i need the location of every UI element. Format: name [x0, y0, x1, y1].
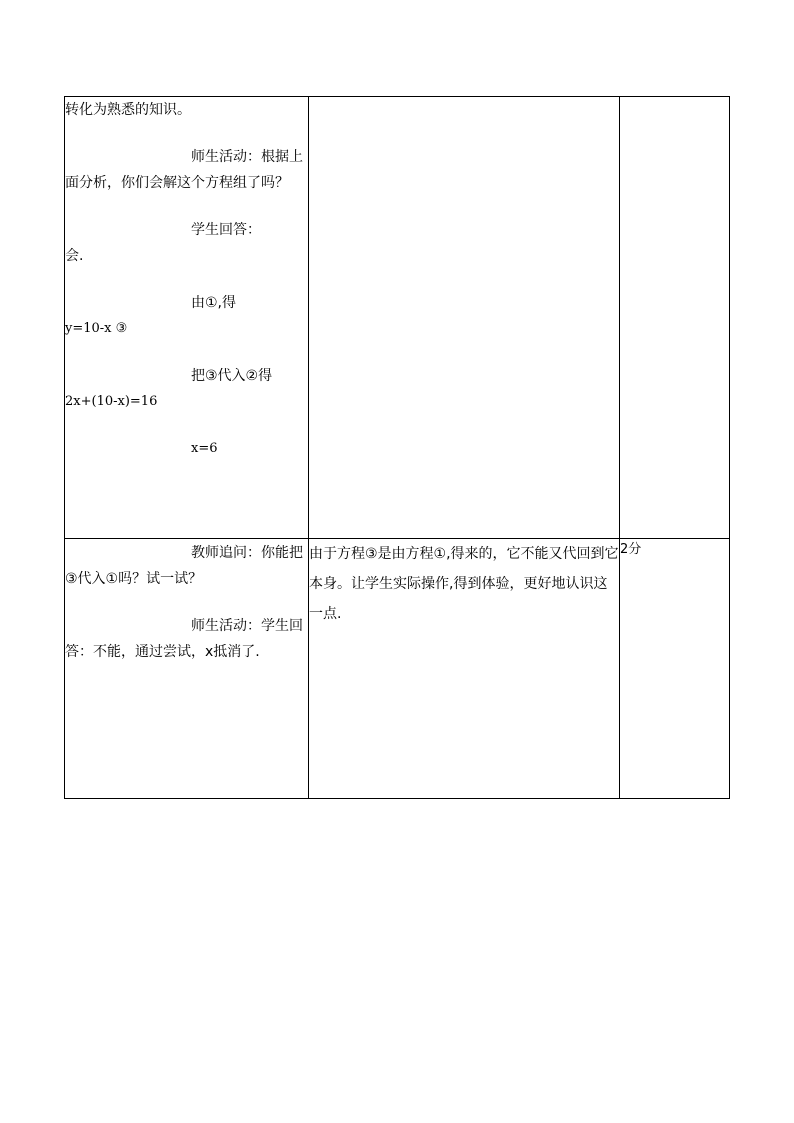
design-intent-text: 由于方程③是由方程①,得来的，它不能又代回到它本身。让学生实际操作,得到体验，更好地认识这一点. — [309, 546, 619, 622]
result-equation: x=6 — [191, 441, 218, 456]
process-cell — [65, 539, 309, 799]
lesson-table — [64, 96, 730, 799]
step2-label: 把③代入②得 — [191, 368, 273, 384]
activity-text: 师生活动：学生回答：不能，通过尝试，x抵消了. — [65, 618, 303, 660]
step2-equation: 2x+(10-x)=16 — [65, 394, 158, 409]
answer-label: 学生回答： — [191, 222, 261, 238]
design-intent-cell — [309, 539, 620, 799]
question-text: 教师追问：你能把③代入①吗？试一试？ — [65, 545, 303, 587]
design-intent-cell — [309, 97, 620, 539]
table-row — [65, 97, 730, 539]
step1-equation: y=10-x ③ — [65, 321, 128, 336]
answer-text: 会. — [65, 248, 84, 264]
time-cell — [620, 97, 730, 539]
intro-text: 转化为熟悉的知识。 — [65, 102, 191, 118]
time-text: 2分 — [620, 542, 642, 557]
process-cell — [65, 97, 309, 539]
time-cell — [620, 539, 730, 799]
table-row — [65, 539, 730, 799]
step1-label: 由①,得 — [191, 295, 237, 311]
activity-text: 师生活动：根据上面分析，你们会解这个方程组了吗？ — [65, 149, 303, 191]
